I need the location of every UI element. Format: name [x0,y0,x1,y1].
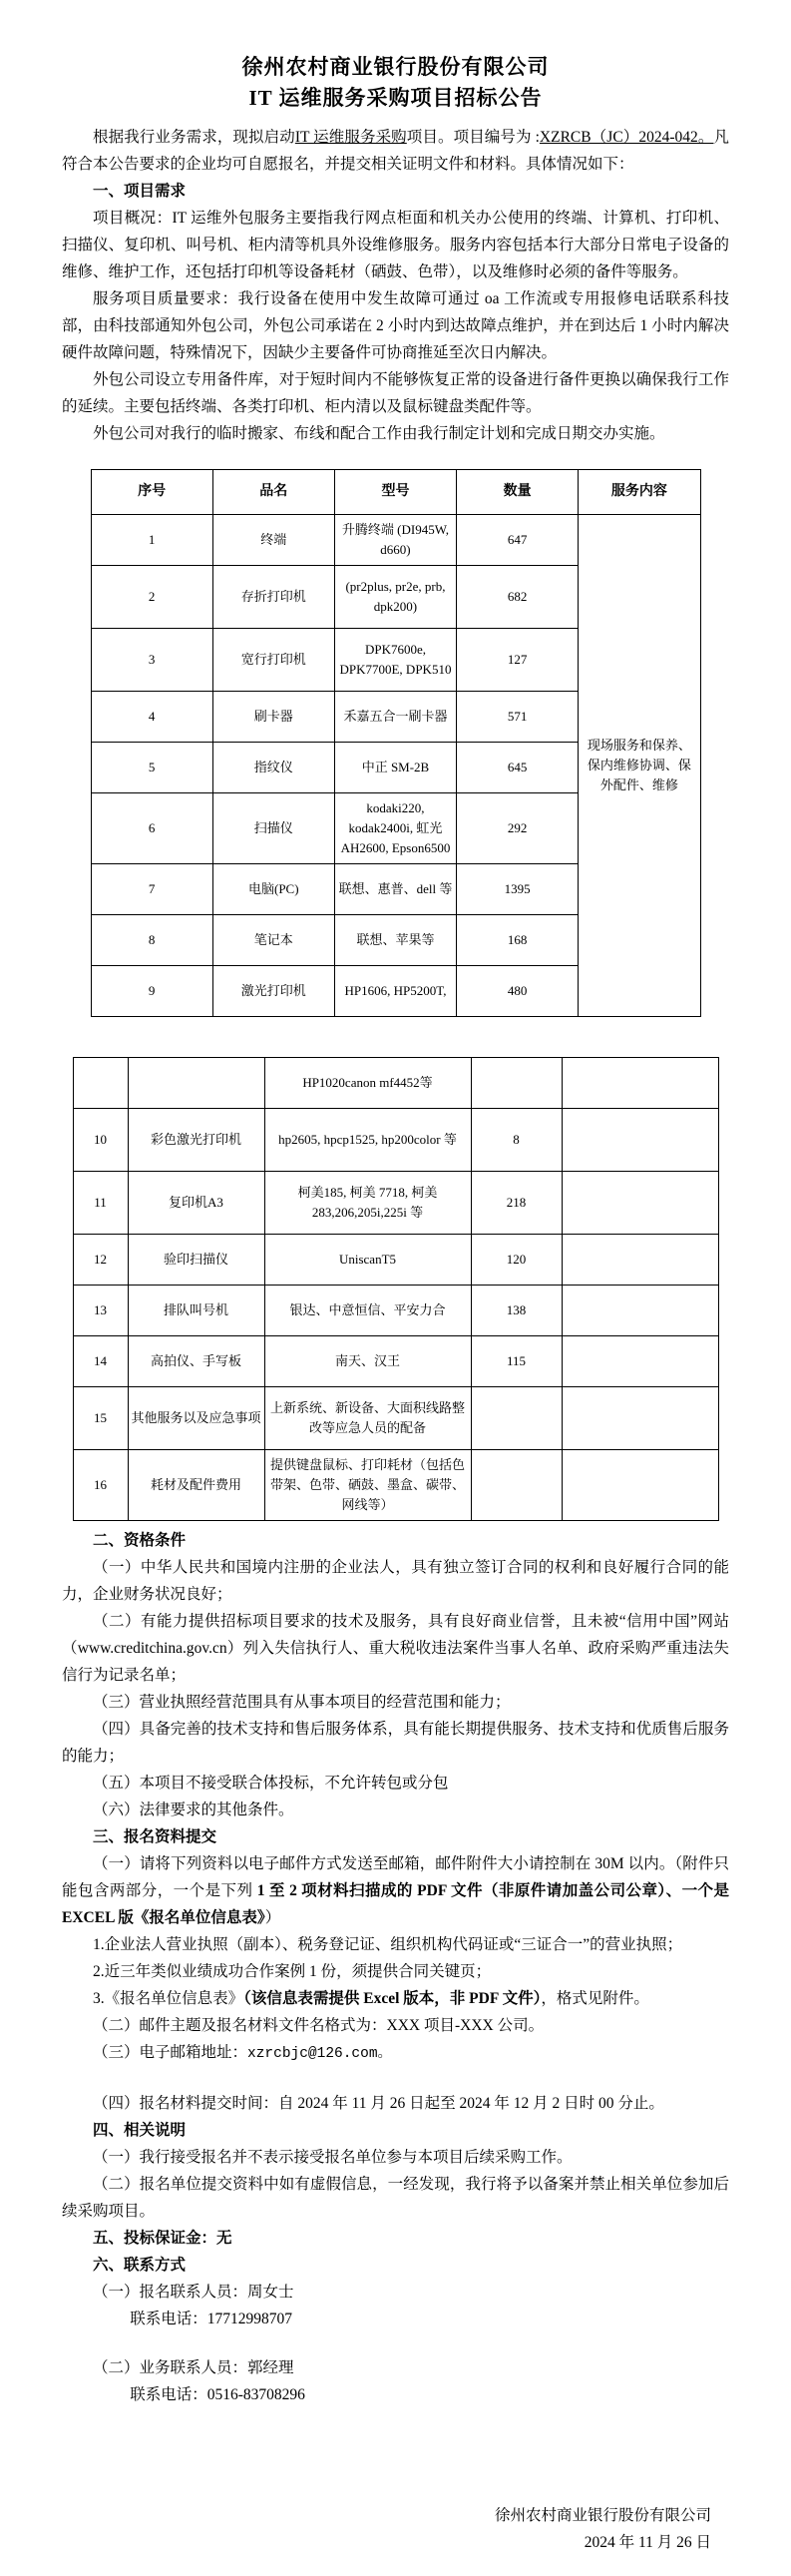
section-4-item-1: （一）我行接受报名并不表示接受报名单位参与本项目后续采购工作。 [93,2149,573,2166]
cell-serial: 13 [73,1286,128,1336]
header-quantity: 数量 [457,470,579,515]
cell-model: HP1606, HP5200T, [334,966,456,1017]
cell-serial: 1 [91,515,212,566]
header-item-name: 品名 [212,470,334,515]
cell-serial: 10 [73,1109,128,1172]
cell-model: kodaki220, kodak2400i, 虹光 AH2600, Epson6500 [334,793,456,864]
cell-quantity: 682 [457,566,579,629]
cell-quantity: 218 [471,1172,562,1235]
cell-quantity: 168 [457,915,579,966]
cell-serial: 6 [91,793,212,864]
cell-quantity: 292 [457,793,579,864]
cell-model: 南天、汉王 [264,1336,471,1387]
cell-item-name: 宽行打印机 [212,629,334,692]
section-1-spare-parts: 外包公司设立专用备件库，对于短时间内不能够恢复正常的设备进行备件更换以确保我行工作的延续。主要包括终端、各类打印机、柜内清以及鼠标键盘类配件等。 [62,371,729,415]
cell-model: 提供键盘鼠标、打印耗材（包括色带架、色带、硒鼓、墨盒、碳带、网线等） [264,1450,471,1521]
table-row [73,1235,718,1286]
cell-quantity [471,1058,562,1109]
cell-item-name: 复印机A3 [128,1172,264,1235]
intro-before: 根据我行业务需求，现拟启动 [93,129,295,146]
section-4-item-2: （二）报名单位提交资料中如有虚假信息，一经发现，我行将予以备案并禁止相关单位参加后续采购项目。 [62,2176,729,2220]
section-1-quality: 服务项目质量要求：我行设备在使用中发生故障可通过 oa 工作流或专用报修电话联系科技部，由科技部通知外包公司，外包公司承诺在 2 小时内到达故障点维护，并在到达后 1 小时内解决硬件故障问题，特殊情况下，因缺少主要备件可协商推延至次日内解决。 [62,290,729,361]
cell-quantity [471,1387,562,1450]
section-3-item-4: （四）报名材料提交时间：自 2024 年 11 月 26 日起至 2024 年 12 月 2 日时 00 分止。 [93,2095,664,2112]
cell-quantity: 138 [471,1286,562,1336]
section-1-relocation: 外包公司对我行的临时搬家、布线和配合工作由我行制定计划和完成日期交办实施。 [93,425,665,442]
cell-item-name: 激光打印机 [212,966,334,1017]
table-header-row [91,470,700,515]
cell-item-name: 刷卡器 [212,692,334,743]
section-3-sub-3-b: （该信息表需提供 Excel 版本，非 PDF 文件） [243,1990,542,2007]
cell-serial: 9 [91,966,212,1017]
section-2-item-2: （二）有能力提供招标项目要求的技术及服务，具有良好商业信誉，且未被“信用中国”网站（www.creditchina.gov.cn）列入失信执行人、重大税收违法案件当事人名单、政府采购严重违法失信行为记录名单； [62,1613,729,1684]
cell-serial: 14 [73,1336,128,1387]
cell-quantity: 1395 [457,864,579,915]
cell-quantity: 120 [471,1235,562,1286]
section-3-sub-3-c: ，格式见附件。 [541,1990,649,2007]
header-model: 型号 [334,470,456,515]
footer-organization: 徐州农村商业银行股份有限公司 [494,2507,711,2524]
cell-item-name: 高拍仪、手写板 [128,1336,264,1387]
cell-model: 银达、中意恒信、平安力合 [264,1286,471,1336]
table-row [73,1387,718,1450]
cell-model: HP1020canon mf4452等 [264,1058,471,1109]
table-row [73,1450,718,1521]
cell-serial: 4 [91,692,212,743]
cell-service-content [562,1387,718,1450]
section-2-item-4: （四）具备完善的技术支持和售后服务体系，具有能长期提供服务、技术支持和优质售后服务的能力； [62,1721,729,1765]
cell-serial: 3 [91,629,212,692]
section-6-heading: 六、联系方式 [93,2257,187,2274]
cell-service-content [562,1450,718,1521]
cell-quantity: 647 [457,515,579,566]
section-2-item-1: （一）中华人民共和国境内注册的企业法人，具有独立签订合同的权利和良好履行合同的能力，企业财务状况良好； [62,1559,729,1603]
cell-service-content [562,1172,718,1235]
section-4-heading: 四、相关说明 [93,2122,187,2139]
table-row [73,1336,718,1387]
cell-serial: 8 [91,915,212,966]
contact-1-phone: 联系电话：17712998707 [130,2311,292,2327]
section-3-item-2: （二）邮件主题及报名材料文件名格式为：XXX 项目-XXX 公司。 [93,2017,545,2034]
cell-quantity: 115 [471,1336,562,1387]
section-3-item-3-label: （三）电子邮箱地址： [93,2044,248,2061]
cell-serial: 11 [73,1172,128,1235]
cell-item-name [128,1058,264,1109]
intro-project-number: XZRCB（JC）2024-042。 [539,129,714,146]
cell-serial [73,1058,128,1109]
cell-service-content: 现场服务和保养、保内维修协调、保外配件、维修 [579,515,700,1017]
cell-item-name: 扫描仪 [212,793,334,864]
cell-serial: 7 [91,864,212,915]
header-service-content: 服务内容 [579,470,700,515]
cell-service-content [562,1058,718,1109]
equipment-table-part-2 [73,1057,719,1521]
cell-item-name: 其他服务以及应急事项 [128,1387,264,1450]
section-3-item-1-a: （一）请将下列资料以电子邮件方式发送至邮箱，邮件附件大小请控制在 30M 以内。（附件只能包含两部分，一个是下列 [62,1855,729,1899]
contact-1-name: （一）报名联系人员：周女士 [93,2284,294,2301]
contact-email: xzrcbjc@126.com。 [247,2046,393,2062]
section-3-sub-3-a: 3.《报名单位信息表》 [93,1990,244,2007]
section-2-item-3: （三）营业执照经营范围具有从事本项目的经营范围和能力； [93,1694,511,1711]
footer-date: 2024 年 11 月 26 日 [584,2534,711,2551]
cell-quantity: 571 [457,692,579,743]
section-3-item-1-c: ） [264,1909,281,1926]
cell-model: 上新系统、新设备、大面积线路整改等应急人员的配备 [264,1387,471,1450]
cell-item-name: 彩色激光打印机 [128,1109,264,1172]
cell-serial: 2 [91,566,212,629]
cell-model: DPK7600e, DPK7700E, DPK510 [334,629,456,692]
title-line-2: IT 运维服务采购项目招标公告 [248,86,543,110]
cell-quantity: 8 [471,1109,562,1172]
section-3-item-1-b: 1 至 2 项材料扫描成的 PDF 文件（非原件请加盖公司公章）、一个是 EXCEL 版《报名单位信息表》 [62,1882,729,1926]
section-3-sub-1: 1.企业法人营业执照（副本）、税务登记证、组织机构代码证或“三证合一”的营业执照； [93,1936,683,1953]
cell-item-name: 指纹仪 [212,743,334,793]
cell-serial: 15 [73,1387,128,1450]
table-row [91,515,700,566]
cell-quantity [471,1450,562,1521]
table-row-continuation [73,1058,718,1109]
equipment-table-part-1 [91,469,701,1017]
table-row [73,1172,718,1235]
section-2-heading: 二、资格条件 [93,1532,187,1549]
cell-serial: 16 [73,1450,128,1521]
cell-model: 联想、苹果等 [334,915,456,966]
section-2-item-5: （五）本项目不接受联合体投标，不允许转包或分包 [93,1775,449,1792]
section-5-heading: 五、投标保证金：无 [93,2230,232,2247]
cell-serial: 5 [91,743,212,793]
cell-model: (pr2plus, pr2e, prb, dpk200) [334,566,456,629]
intro-paragraph [62,124,729,178]
cell-model: 升腾终端 (DI945W, d660) [334,515,456,566]
cell-item-name: 电脑(PC) [212,864,334,915]
cell-item-name: 终端 [212,515,334,566]
cell-model: hp2605, hpcp1525, hp200color 等 [264,1109,471,1172]
cell-model: UniscanT5 [264,1235,471,1286]
section-3-item-3 [62,2039,729,2068]
section-3-sub-2: 2.近三年类似业绩成功合作案例 1 份，须提供合同关键页； [93,1963,492,1980]
cell-item-name: 笔记本 [212,915,334,966]
title-line-1: 徐州农村商业银行股份有限公司 [241,55,550,79]
intro-project-name: IT 运维服务采购 [294,129,407,146]
cell-service-content [562,1109,718,1172]
header-serial: 序号 [91,470,212,515]
contact-2-phone: 联系电话：0516-83708296 [130,2386,305,2403]
page-title [62,52,729,114]
cell-quantity: 645 [457,743,579,793]
section-1-overview: 项目概况：IT 运维外包服务主要指我行网点柜面和机关办公使用的终端、计算机、打印机、扫描仪、复印机、叫号机、柜内清等机具外设维修服务。服务内容包括本行大部分日常电子设备的维修、维护工作，还包括打印机等设备耗材（硒鼓、色带），以及维修时必须的备件等服务。 [62,210,729,280]
intro-middle: 项目。项目编号为 : [406,129,540,146]
cell-service-content [562,1235,718,1286]
cell-model: 中正 SM-2B [334,743,456,793]
cell-service-content [562,1286,718,1336]
contact-2-name: （二）业务联系人员：郭经理 [93,2359,294,2376]
cell-item-name: 存折打印机 [212,566,334,629]
section-3-item-1 [62,1850,729,1931]
intro-after: 凡符合本公告要求的企业均可自愿报名，并提交相关证明文件和材料。具体情况如下： [62,129,729,173]
cell-service-content [562,1336,718,1387]
cell-item-name: 耗材及配件费用 [128,1450,264,1521]
cell-quantity: 127 [457,629,579,692]
table-row [73,1286,718,1336]
table-row [73,1109,718,1172]
cell-serial: 12 [73,1235,128,1286]
section-3-sub-3 [62,1985,729,2012]
cell-model: 禾嘉五合一刷卡器 [334,692,456,743]
document-footer [62,2502,729,2556]
section-1-heading: 一、项目需求 [93,183,187,200]
cell-quantity: 480 [457,966,579,1017]
cell-item-name: 验印扫描仪 [128,1235,264,1286]
cell-item-name: 排队叫号机 [128,1286,264,1336]
cell-model: 联想、惠普、dell 等 [334,864,456,915]
section-3-heading: 三、报名资料提交 [93,1828,217,1845]
cell-model: 柯美185, 柯美 7718, 柯美 283,206,205i,225i 等 [264,1172,471,1235]
section-2-item-6: （六）法律要求的其他条件。 [93,1802,294,1818]
